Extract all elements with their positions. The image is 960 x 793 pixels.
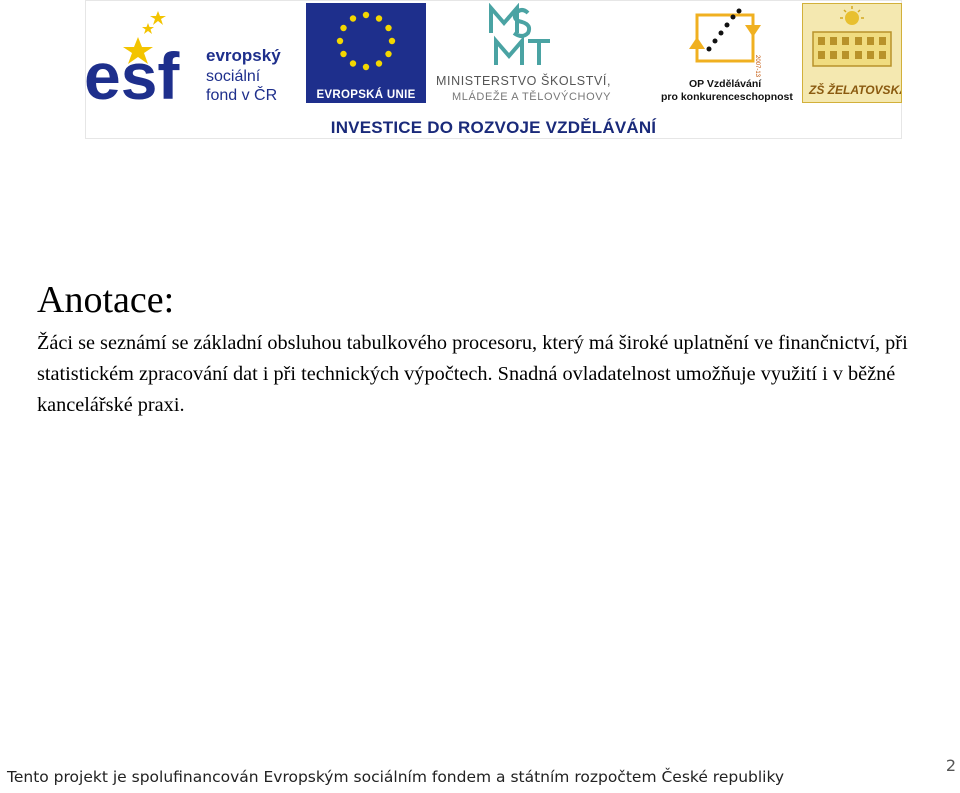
svg-text:2007-13: 2007-13 [754, 55, 760, 78]
svg-text:MLÁDEŽE A TĚLOVÝCHOVY: MLÁDEŽE A TĚLOVÝCHOVY [452, 91, 612, 103]
svg-text:fond v ČR: fond v ČR [206, 87, 278, 103]
annotation-text: Žáci se seznámí se základní obsluhou tabulkového procesoru, který má široké uplatnění ve finančnictví, při statistickém zpracování dat i při technických výpočtech. Snadná ovladatelnost umožňuje využití i v běžné kancelářské praxi. [37, 332, 908, 416]
page-number: 2 [945, 756, 956, 775]
esf-logo [86, 3, 298, 103]
svg-text:sociální: sociální [206, 68, 261, 85]
annotation-title: Anotace: [37, 279, 175, 321]
eu-flag-logo [306, 3, 426, 103]
svg-text:pro konkurenceschopnost: pro konkurenceschopnost [661, 91, 793, 103]
svg-text:OP Vzdělávání: OP Vzdělávání [689, 78, 762, 90]
svg-text:MINISTERSTVO ŠKOLSTVÍ,: MINISTERSTVO ŠKOLSTVÍ, [436, 74, 612, 88]
svg-text:ZŠ ŽELATOVSKÁ: ZŠ ŽELATOVSKÁ [809, 83, 901, 97]
msmt-logo [436, 3, 651, 103]
banner-caption: INVESTICE DO ROZVOJE VZDĚLÁVÁNÍ [330, 118, 657, 137]
op-vzdelavani-logo [661, 3, 793, 103]
school-logo [802, 3, 902, 103]
footer-text: Tento projekt je spolufinancován Evropským sociálním fondem a státním rozpočtem České republiky [7, 768, 785, 786]
svg-text:esf: esf [86, 39, 180, 103]
eu-label: EVROPSKÁ UNIE [316, 89, 416, 101]
header-logo-banner [85, 0, 902, 139]
svg-text:evropský: evropský [206, 46, 281, 65]
